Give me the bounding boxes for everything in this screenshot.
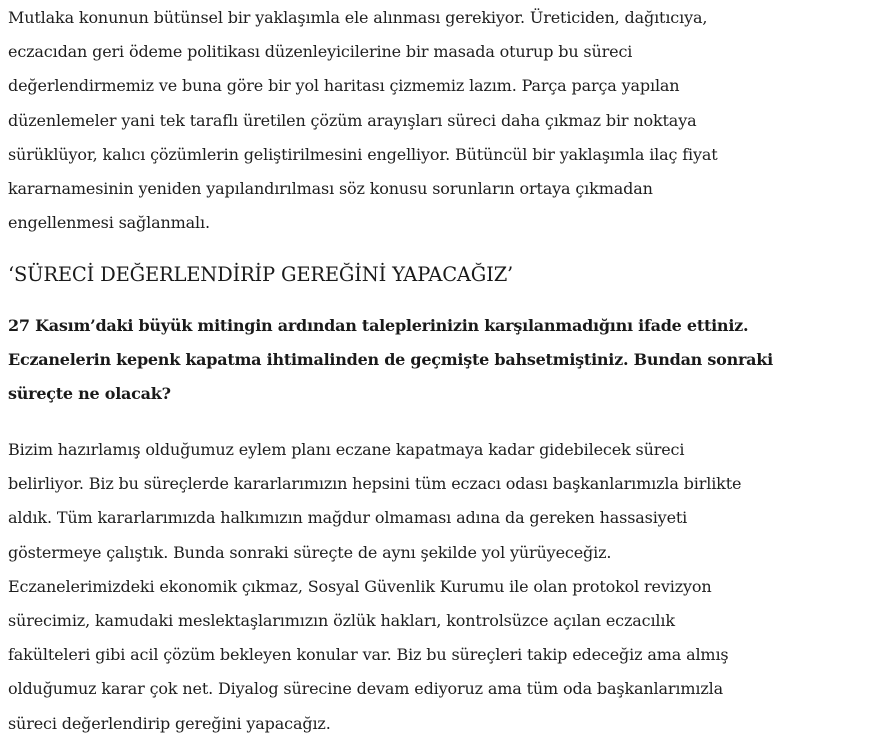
paragraph-line: Bizim hazırlamış olduğumuz eylem planı eczane kapatmaya kadar gidebilecek süreci: [8, 440, 685, 459]
paragraph-1: [8, 1, 870, 240]
paragraph-line: fakülteleri gibi acil çözüm bekleyen konular var. Biz bu süreçleri takip edeceğiz ama almış: [8, 645, 729, 665]
paragraph-line: sürecimiz, kamudaki meslektaşlarımızın özlük hakları, kontrolsüzce açılan eczacılık: [8, 611, 675, 631]
paragraph-line: kararnamesinin yeniden yapılandırılması söz konusu sorunların ortaya çıkmadan: [8, 179, 653, 199]
question-line: 27 Kasım’daki büyük mitingin ardından taleplerinizin karşılanmadığını ifade ettiniz.: [8, 316, 749, 335]
paragraph-2: [8, 433, 870, 741]
paragraph-line: belirliyor. Biz bu süreçlerde kararlarımızın hepsini tüm eczacı odası başkanlarımızla birlikte: [8, 474, 742, 494]
paragraph-line: Eczanelerimizdeki ekonomik çıkmaz, Sosyal Güvenlik Kurumu ile olan protokol revizyon: [8, 576, 712, 596]
paragraph-line: eczacıdan geri ödeme politikası düzenleyicilerine bir masada oturup bu süreci: [8, 42, 633, 62]
paragraph-line: değerlendirmemiz ve buna göre bir yol haritası çizmemiz lazım. Parça parça yapılan: [8, 76, 680, 96]
question-line: Eczanelerin kepenk kapatma ihtimalinden de geçmişte bahsetmiştiniz. Bundan sonraki: [8, 350, 773, 370]
paragraph-line: Mutlaka konunun bütünsel bir yaklaşımla ele alınması gerekiyor. Üreticiden, dağıtıcıya,: [8, 8, 708, 27]
paragraph-line: süreci değerlendirip gereğini yapacağız.: [8, 713, 331, 733]
paragraph-line: olduğumuz karar çok net. Diyalog sürecine devam ediyoruz ama tüm oda başkanlarımızla: [8, 679, 723, 699]
question-line: süreçte ne olacak?: [8, 384, 171, 404]
interview-question: [8, 309, 870, 412]
paragraph-line: aldık. Tüm kararlarımızda halkımızın mağdur olmaması adına da gereken hassasiyeti: [8, 508, 688, 528]
paragraph-line: göstermeye çalıştık. Bunda sonraki süreçte de aynı şekilde yol yürüyeceğiz.: [8, 542, 612, 562]
paragraph-line: sürüklüyor, kalıcı çözümlerin geliştirilmesini engelliyor. Bütüncül bir yaklaşımla ilaç fiyat: [8, 144, 718, 164]
paragraph-line: düzenlemeler yani tek taraflı üretilen çözüm arayışları süreci daha çıkmaz bir noktaya: [8, 110, 697, 130]
paragraph-line: engellenmesi sağlanmalı.: [8, 213, 210, 233]
section-heading: ‘SÜRECİ DEĞERLENDİRİP GEREĞİNİ YAPACAĞIZ’: [8, 263, 514, 286]
